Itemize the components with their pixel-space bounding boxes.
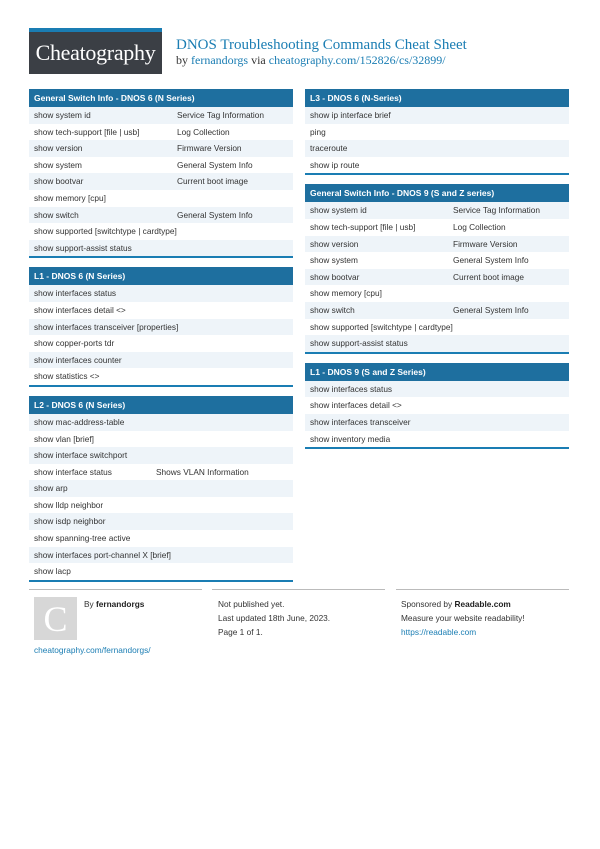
command-cell: show copper-ports tdr <box>34 338 115 349</box>
command-cell: show system <box>310 255 358 266</box>
table-row <box>305 140 569 157</box>
description-cell: General System Info <box>177 209 253 220</box>
section-header: General Switch Info - DNOS 9 (S and Z series) <box>305 184 569 202</box>
table-row <box>29 207 293 224</box>
table-row <box>29 173 293 190</box>
sponsor-url-link[interactable]: https://readable.com <box>401 627 477 637</box>
command-table <box>305 202 569 351</box>
cheatsheet-url-link[interactable]: cheatography.com/152826/cs/32899/ <box>268 53 446 67</box>
table-row <box>305 431 569 448</box>
cheatography-logo[interactable]: Cheatography <box>29 28 162 74</box>
command-cell: show ip route <box>310 159 360 170</box>
command-cell: show support-assist status <box>34 242 132 253</box>
footer-by-label: By <box>84 599 94 609</box>
section-l3-dnos6 <box>305 89 569 175</box>
section-l1-dnos9 <box>305 363 569 449</box>
command-cell: show supported [switchtype | cardtype] <box>34 226 177 237</box>
table-row <box>29 302 293 319</box>
byline <box>176 53 446 68</box>
table-row <box>29 124 293 141</box>
command-cell: show support-assist status <box>310 338 408 349</box>
table-row <box>305 202 569 219</box>
command-cell: show switch <box>310 304 355 315</box>
footer-divider <box>212 589 385 590</box>
table-row <box>29 190 293 207</box>
table-row <box>29 447 293 464</box>
table-row <box>29 464 293 481</box>
description-cell: Log Collection <box>177 126 230 137</box>
table-row <box>29 368 293 385</box>
command-cell: show system <box>34 159 82 170</box>
right-column <box>305 89 569 458</box>
section-header: L1 - DNOS 6 (N Series) <box>29 267 293 285</box>
command-cell: show interfaces transceiver [properties] <box>34 321 179 332</box>
description-cell: Current boot image <box>177 176 249 187</box>
by-prefix: by <box>176 53 188 67</box>
table-row <box>29 497 293 514</box>
section-header: L3 - DNOS 6 (N-Series) <box>305 89 569 107</box>
table-row <box>305 381 569 398</box>
table-row <box>29 319 293 336</box>
command-cell: show tech-support [file | usb] <box>34 126 140 137</box>
section-general-switch-info-dnos6 <box>29 89 293 258</box>
command-cell: show interface status <box>34 466 112 477</box>
footer-sponsor <box>401 599 511 609</box>
section-header: L1 - DNOS 9 (S and Z Series) <box>305 363 569 381</box>
command-cell: show bootvar <box>310 271 360 282</box>
table-row <box>29 563 293 580</box>
command-table <box>29 414 293 580</box>
footer-author-url[interactable]: cheatography.com/fernandorgs/ <box>34 645 151 655</box>
section-l2-dnos6 <box>29 396 293 582</box>
table-row <box>29 107 293 124</box>
table-row <box>29 352 293 369</box>
description-cell: Shows VLAN Information <box>156 466 249 477</box>
sponsor-name[interactable]: Readable.com <box>454 599 511 609</box>
table-row <box>29 431 293 448</box>
table-row <box>29 530 293 547</box>
table-row <box>29 547 293 564</box>
command-cell: show tech-support [file | usb] <box>310 221 416 232</box>
description-cell: Firmware Version <box>453 238 518 249</box>
command-cell: show system id <box>34 110 91 120</box>
command-cell: show lacp <box>34 566 71 577</box>
command-cell: show inventory media <box>310 433 391 444</box>
via-label: via <box>251 53 266 67</box>
description-cell: General System Info <box>453 304 529 315</box>
command-cell: show interfaces detail <> <box>34 304 126 315</box>
description-cell: General System Info <box>177 159 253 170</box>
page-title: DNOS Troubleshooting Commands Cheat Sheet <box>176 37 467 53</box>
table-row <box>29 240 293 257</box>
footer-page-number: Page 1 of 1. <box>218 627 263 637</box>
command-cell: show interfaces port-channel X [brief] <box>34 549 171 560</box>
author-avatar[interactable]: C <box>34 597 77 640</box>
table-row <box>29 513 293 530</box>
table-row <box>29 157 293 174</box>
command-table <box>305 107 569 173</box>
section-general-switch-info-dnos9 <box>305 184 569 353</box>
left-column <box>29 89 293 591</box>
table-row <box>305 252 569 269</box>
table-row <box>305 414 569 431</box>
command-cell: show switch <box>34 209 79 220</box>
table-row <box>305 269 569 286</box>
table-row <box>305 302 569 319</box>
section-header: General Switch Info - DNOS 6 (N Series) <box>29 89 293 107</box>
command-cell: show interfaces status <box>34 288 117 299</box>
command-table <box>29 285 293 385</box>
command-cell: show interface switchport <box>34 450 128 461</box>
command-cell: show system id <box>310 205 367 216</box>
table-row <box>29 335 293 352</box>
command-cell: show mac-address-table <box>34 416 125 427</box>
command-cell: show supported [switchtype | cardtype] <box>310 321 453 332</box>
table-row <box>29 285 293 302</box>
sponsor-tagline: Measure your website readability! <box>401 613 525 623</box>
command-cell: show memory [cpu] <box>34 192 106 203</box>
description-cell: Current boot image <box>453 271 525 282</box>
footer-author-name[interactable]: fernandorgs <box>96 599 145 609</box>
description-cell: General System Info <box>453 255 529 266</box>
table-row <box>29 223 293 240</box>
description-cell: Firmware Version <box>177 143 242 154</box>
table-row <box>305 397 569 414</box>
command-cell: ping <box>310 126 326 137</box>
author-link[interactable]: fernandorgs <box>191 53 249 67</box>
command-cell: show arp <box>34 483 68 494</box>
sponsor-prefix: Sponsored by <box>401 599 453 609</box>
table-row <box>29 480 293 497</box>
table-row <box>305 335 569 352</box>
table-row <box>29 140 293 157</box>
command-cell: show ip interface brief <box>310 110 391 120</box>
footer-published: Not published yet. <box>218 599 285 609</box>
table-row <box>305 219 569 236</box>
description-cell: Log Collection <box>453 221 506 232</box>
command-cell: show vlan [brief] <box>34 433 94 444</box>
description-cell: Service Tag Information <box>453 205 541 216</box>
footer-divider <box>396 589 569 590</box>
table-row <box>305 107 569 124</box>
command-cell: show version <box>34 143 83 154</box>
description-cell: Service Tag Information <box>177 110 265 120</box>
command-cell: show spanning-tree active <box>34 533 131 544</box>
command-table <box>305 381 569 447</box>
command-cell: show lldp neighbor <box>34 499 104 510</box>
command-cell: traceroute <box>310 143 348 154</box>
table-row <box>305 319 569 336</box>
footer-updated: Last updated 18th June, 2023. <box>218 613 331 623</box>
command-cell: show interfaces status <box>310 383 393 394</box>
command-cell: show statistics <> <box>34 371 100 382</box>
command-cell: show interfaces detail <> <box>310 400 402 411</box>
section-header: L2 - DNOS 6 (N Series) <box>29 396 293 414</box>
command-cell: show isdp neighbor <box>34 516 106 527</box>
section-l1-dnos6 <box>29 267 293 387</box>
footer-author <box>84 599 144 609</box>
table-row <box>305 157 569 174</box>
table-row <box>29 414 293 431</box>
command-table <box>29 107 293 256</box>
command-cell: show version <box>310 238 359 249</box>
table-row <box>305 236 569 253</box>
footer-divider <box>29 589 202 590</box>
command-cell: show memory [cpu] <box>310 288 382 299</box>
command-cell: show interfaces counter <box>34 354 122 365</box>
command-cell: show interfaces transceiver <box>310 416 411 427</box>
table-row <box>305 285 569 302</box>
table-row <box>305 124 569 141</box>
command-cell: show bootvar <box>34 176 84 187</box>
